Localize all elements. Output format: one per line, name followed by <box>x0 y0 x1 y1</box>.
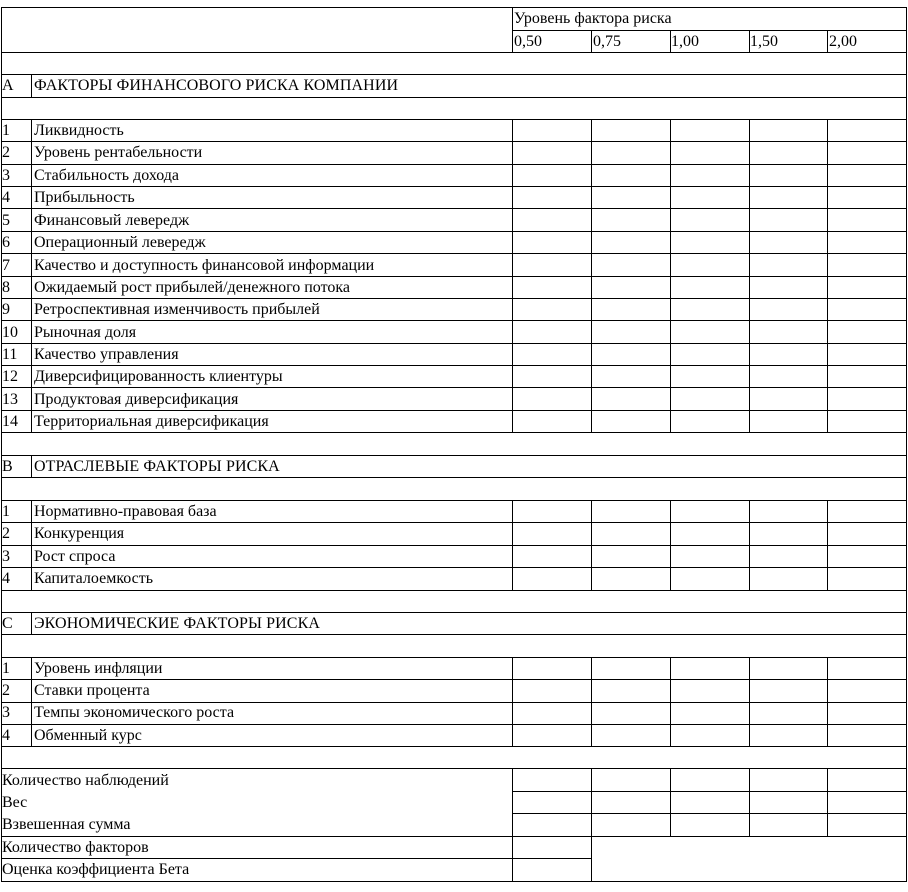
row-num: 3 <box>2 167 10 184</box>
summary-column-divider <box>827 768 828 837</box>
level-1-00: 1,00 <box>671 33 699 50</box>
row-border <box>1 320 907 321</box>
level-2-00: 2,00 <box>829 33 857 50</box>
row-label: Продуктовая диверсификация <box>34 391 239 408</box>
row-num: 3 <box>2 704 10 721</box>
row-border <box>1 52 907 53</box>
row-border <box>1 164 907 165</box>
value-column-divider <box>591 500 592 590</box>
row-border <box>1 477 907 478</box>
row-border <box>1 298 907 299</box>
row-num: 4 <box>2 727 10 744</box>
row-label: Уровень инфляции <box>34 660 163 677</box>
summary-column-divider <box>670 768 671 837</box>
row-label: Качество и доступность финансовой информации <box>34 257 375 274</box>
row-num: 3 <box>2 548 10 565</box>
row-label: Качество управления <box>34 346 179 363</box>
row-num: 2 <box>2 525 10 542</box>
row-label: Диверсифицированность клиентуры <box>34 368 283 385</box>
row-border <box>1 253 907 254</box>
num-column-divider <box>31 657 32 747</box>
code-column-divider <box>31 455 32 478</box>
row-label: Рост спроса <box>34 548 116 565</box>
summary-column-divider <box>591 768 592 837</box>
row-border <box>1 410 907 411</box>
section-a-title: ФАКТОРЫ ФИНАНСОВОГО РИСКА КОМПАНИИ <box>34 77 399 94</box>
value-column-divider <box>749 119 750 433</box>
row-num: 2 <box>2 682 10 699</box>
row-num: 4 <box>2 189 10 206</box>
row-label: Темпы экономического роста <box>34 704 235 721</box>
observations-label: Количество наблюдений <box>2 772 169 789</box>
row-num: 1 <box>2 660 10 677</box>
row-border <box>1 724 907 725</box>
section-c-code: C <box>2 615 13 632</box>
row-border <box>1 276 907 277</box>
row-label: Рыночная доля <box>34 324 137 341</box>
row-border <box>1 455 907 456</box>
row-border <box>1 365 907 366</box>
row-label: Ставки процента <box>34 682 150 699</box>
row-num: 2 <box>2 144 10 161</box>
row-border <box>1 97 907 98</box>
value-column-divider <box>670 657 671 747</box>
value-column-divider <box>591 657 592 747</box>
row-label: Территориальная диверсификация <box>34 413 269 430</box>
row-num: 14 <box>2 413 18 430</box>
value-column-divider <box>749 500 750 590</box>
level-0-50: 0,50 <box>514 33 542 50</box>
num-column-divider <box>31 500 32 590</box>
row-border <box>1 657 907 658</box>
value-column-divider <box>591 119 592 433</box>
row-border <box>1 545 907 546</box>
row-border <box>1 567 907 568</box>
row-label: Нормативно-правовая база <box>34 503 217 520</box>
row-num: 10 <box>2 324 18 341</box>
table-border-top <box>1 7 907 8</box>
section-c-title: ЭКОНОМИЧЕСКИЕ ФАКТОРЫ РИСКА <box>34 615 321 632</box>
value-column-divider <box>827 500 828 590</box>
row-label: Уровень рентабельности <box>34 144 203 161</box>
beta-estimate-label: Оценка коэффициента Бета <box>2 861 190 878</box>
header-title: Уровень фактора риска <box>514 10 672 27</box>
row-num: 7 <box>2 257 10 274</box>
value-column-divider <box>512 500 513 590</box>
row-label: Операционный левередж <box>34 234 206 251</box>
row-border <box>1 141 907 142</box>
row-label: Стабильность дохода <box>34 167 179 184</box>
row-border <box>1 208 907 209</box>
weight-label: Вес <box>2 794 28 811</box>
row-num: 12 <box>2 368 18 385</box>
row-border <box>1 634 907 635</box>
summary-row-border <box>512 791 907 792</box>
row-border <box>1 768 907 769</box>
row-border <box>1 74 907 75</box>
code-column-divider <box>31 74 32 98</box>
header-column-divider <box>591 30 592 53</box>
row-border <box>1 119 907 120</box>
header-column-divider <box>827 30 828 53</box>
row-num: 9 <box>2 301 10 318</box>
row-label: Ликвидность <box>34 122 124 139</box>
summary-column-divider <box>512 836 513 882</box>
row-border <box>1 590 907 591</box>
weighted-sum-label: Взвешенная сумма <box>2 816 131 833</box>
row-border <box>1 343 907 344</box>
row-label: Ретроспективная изменчивость прибылей <box>34 301 320 318</box>
table-border-bottom <box>1 881 907 882</box>
row-border <box>1 500 907 501</box>
summary-row-border <box>1 836 907 837</box>
row-num: 4 <box>2 570 10 587</box>
header-divider <box>512 30 907 31</box>
row-border <box>1 186 907 187</box>
value-column-divider <box>512 119 513 433</box>
row-border <box>1 432 907 433</box>
row-border <box>1 612 907 613</box>
num-column-divider <box>31 119 32 433</box>
value-column-divider <box>827 657 828 747</box>
summary-column-divider <box>749 768 750 837</box>
row-label: Ожидаемый рост прибылей/денежного потока <box>34 279 351 296</box>
row-border <box>1 522 907 523</box>
row-label: Финансовый левередж <box>34 212 190 229</box>
summary-column-divider <box>512 768 513 837</box>
row-label: Прибыльность <box>34 189 135 206</box>
summary-column-divider <box>591 836 592 882</box>
section-b-title: ОТРАСЛЕВЫЕ ФАКТОРЫ РИСКА <box>34 458 280 475</box>
value-column-divider <box>827 119 828 433</box>
row-border <box>1 679 907 680</box>
row-border <box>1 387 907 388</box>
value-column-divider <box>749 657 750 747</box>
row-num: 1 <box>2 122 10 139</box>
section-a-code: A <box>2 77 14 94</box>
row-border <box>1 746 907 747</box>
code-column-divider <box>31 612 32 635</box>
value-column-divider <box>670 500 671 590</box>
row-num: 8 <box>2 279 10 296</box>
value-column-divider <box>512 657 513 747</box>
summary-row-border <box>512 813 907 814</box>
row-num: 5 <box>2 212 10 229</box>
section-b-code: B <box>2 458 13 475</box>
row-border <box>1 231 907 232</box>
row-num: 1 <box>2 503 10 520</box>
row-label: Конкуренция <box>34 525 125 542</box>
value-column-divider <box>670 119 671 433</box>
row-label: Обменный курс <box>34 727 142 744</box>
row-num: 13 <box>2 391 18 408</box>
row-label: Капиталоемкость <box>34 570 154 587</box>
table-border-right <box>906 7 907 882</box>
level-1-50: 1,50 <box>750 33 778 50</box>
row-num: 6 <box>2 234 10 251</box>
summary-row-border <box>1 858 592 859</box>
level-0-75: 0,75 <box>593 33 621 50</box>
row-num: 11 <box>2 346 18 363</box>
factor-count-label: Количество факторов <box>2 839 149 856</box>
